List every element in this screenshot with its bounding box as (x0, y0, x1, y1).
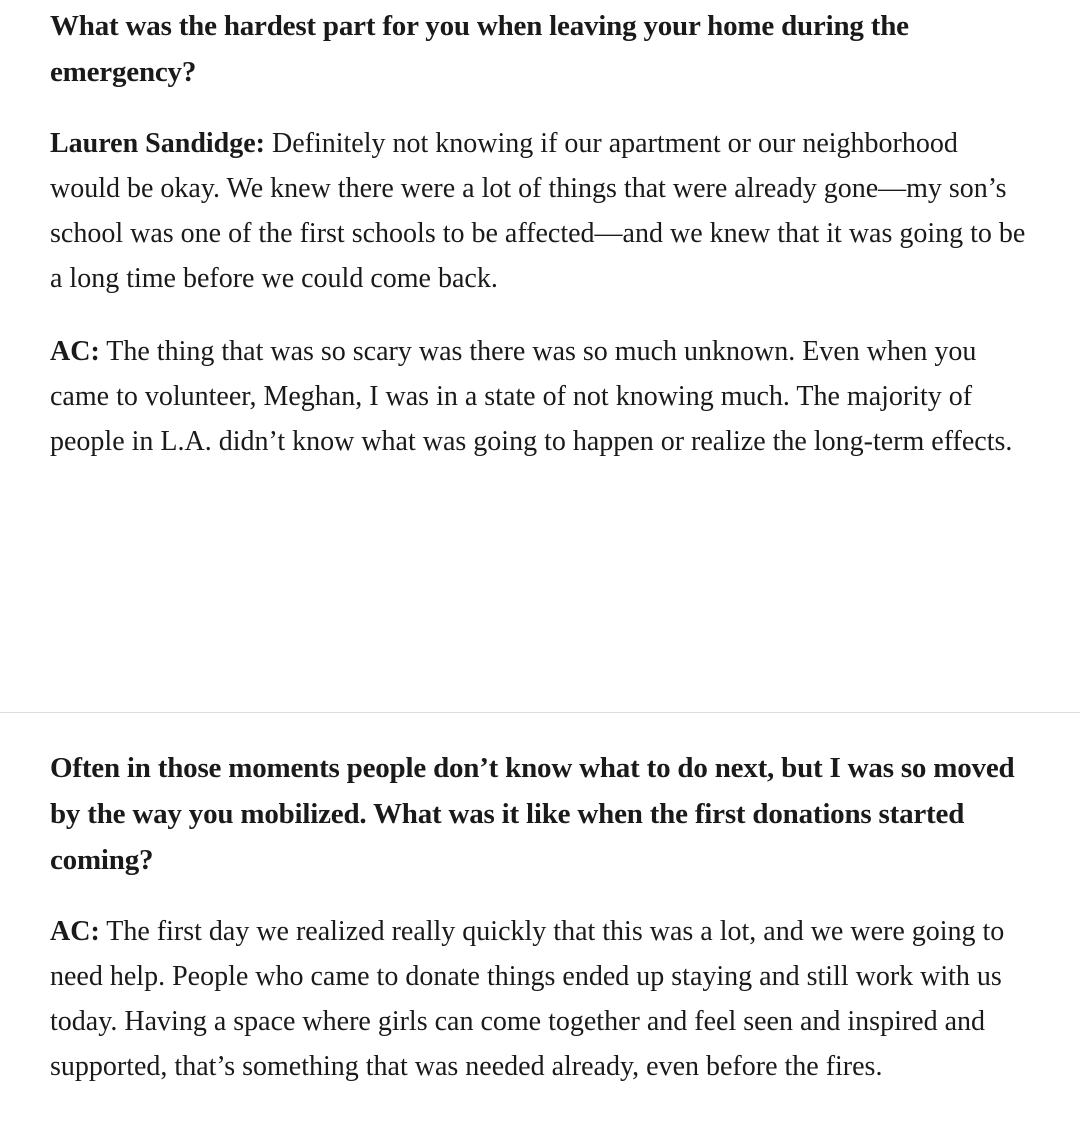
answer-text: The first day we realized really quickly that this was a lot, and we were going to need help. People who came to donate things ended up staying and still work with us today. Having a space where girls can come together and feel seen and inspired and supported, that’s something that was needed already, even before the fires. (50, 916, 1005, 1082)
qa-section-2 (50, 713, 1030, 1089)
answer-paragraph-lauren (50, 121, 1030, 301)
speaker-name-lauren-sandidge: Lauren Sandidge: (50, 128, 265, 159)
qa-section-1 (50, 3, 1030, 712)
interview-question-1: What was the hardest part for you when leaving your home during the emergency? (50, 10, 909, 88)
speaker-name-ac: AC: (50, 916, 100, 947)
answer-paragraph-ac-2 (50, 909, 1030, 1089)
answer-paragraph-ac-1 (50, 329, 1030, 464)
answer-text: The thing that was so scary was there was so much unknown. Even when you came to volunteer, Meghan, I was in a state of not knowing much. The majority of people in L.A. didn’t know what was going to happen or realize the long-term effects. (50, 336, 1013, 457)
speaker-name-ac: AC: (50, 336, 100, 367)
answer-text: Definitely not knowing if our apartment or our neighborhood would be okay. We knew there were a lot of things that were already gone—my son’s school was one of the first schools to be affected—and we knew that it was going to be a long time before we could come back. (50, 128, 1026, 294)
interview-question-2: Often in those moments people don’t know what to do next, but I was so moved by the way you mobilized. What was it like when the first donations started coming? (50, 752, 1015, 876)
